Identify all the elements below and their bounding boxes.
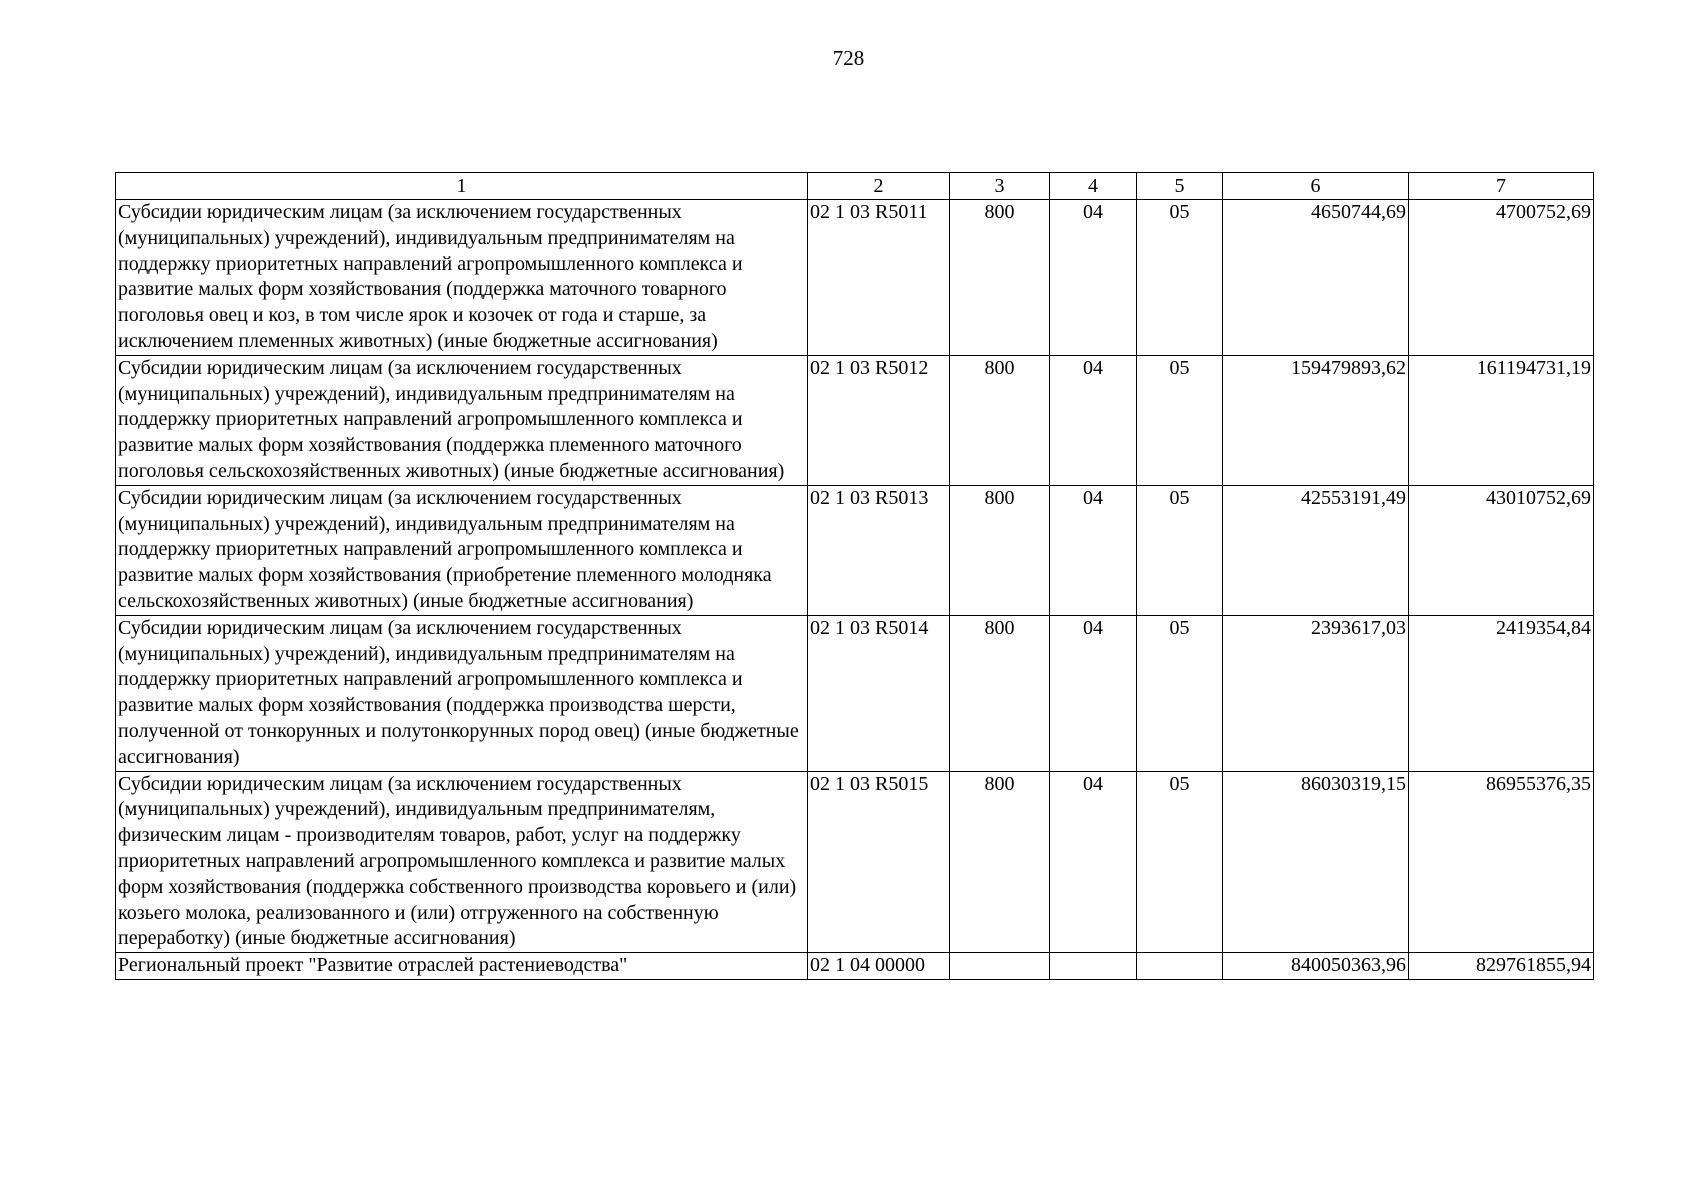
row-target-code: 02 1 03 R5013	[808, 485, 950, 615]
header-row	[116, 173, 1594, 200]
row-target-code: 02 1 03 R5015	[808, 771, 950, 953]
row-amount-col7: 86955376,35	[1409, 771, 1594, 953]
table-row	[116, 953, 1594, 980]
row-target-code: 02 1 03 R5012	[808, 355, 950, 485]
row-subsection	[1137, 953, 1223, 980]
row-description: Субсидии юридическим лицам (за исключением государственных (муниципальных) учреждений), индивидуальным предпринимателям, физическим лицам - производителям товаров, работ, услуг на поддержку приоритетных направлений агропромышленного комплекса и развитие малых форм хозяйствования (поддержка собственного производства коровьего и (или) козьего молока, реализованного и (или) отгруженного на собственную переработку) (иные бюджетные ассигнования)	[116, 771, 808, 953]
column-header-6: 6	[1223, 173, 1409, 200]
page-number: 728	[832, 46, 865, 70]
column-header-3: 3	[950, 173, 1050, 200]
table-row	[116, 355, 1594, 485]
row-section: 04	[1050, 355, 1137, 485]
column-header-7: 7	[1409, 173, 1594, 200]
row-amount-col7: 2419354,84	[1409, 615, 1594, 771]
row-amount-col6: 4650744,69	[1223, 200, 1409, 356]
row-amount-col7: 43010752,69	[1409, 485, 1594, 615]
row-expense-type: 800	[950, 485, 1050, 615]
row-section: 04	[1050, 771, 1137, 953]
row-description: Субсидии юридическим лицам (за исключением государственных (муниципальных) учреждений), индивидуальным предпринимателям на поддержку приоритетных направлений агропромышленного комплекса и развитие малых форм хозяйствования (поддержка производства шерсти, полученной от тонкорунных и полутонкорунных пород овец) (иные бюджетные ассигнования)	[116, 615, 808, 771]
row-amount-col6: 42553191,49	[1223, 485, 1409, 615]
row-subsection: 05	[1137, 355, 1223, 485]
row-subsection: 05	[1137, 200, 1223, 356]
table-row	[116, 485, 1594, 615]
row-expense-type: 800	[950, 771, 1050, 953]
table-row	[116, 200, 1594, 356]
row-subsection: 05	[1137, 485, 1223, 615]
row-expense-type: 800	[950, 615, 1050, 771]
table-row	[116, 615, 1594, 771]
row-section: 04	[1050, 200, 1137, 356]
row-section	[1050, 953, 1137, 980]
budget-table	[115, 172, 1594, 980]
row-amount-col7: 161194731,19	[1409, 355, 1594, 485]
row-description: Субсидии юридическим лицам (за исключением государственных (муниципальных) учреждений), индивидуальным предпринимателям на поддержку приоритетных направлений агропромышленного комплекса и развитие малых форм хозяйствования (приобретение племенного молодняка сельскохозяйственных животных) (иные бюджетные ассигнования)	[116, 485, 808, 615]
row-expense-type: 800	[950, 355, 1050, 485]
row-expense-type: 800	[950, 200, 1050, 356]
column-header-4: 4	[1050, 173, 1137, 200]
row-amount-col6: 159479893,62	[1223, 355, 1409, 485]
row-description: Региональный проект "Развитие отраслей растениеводства"	[116, 953, 808, 980]
row-section: 04	[1050, 485, 1137, 615]
row-amount-col7: 4700752,69	[1409, 200, 1594, 356]
row-description: Субсидии юридическим лицам (за исключением государственных (муниципальных) учреждений), индивидуальным предпринимателям на поддержку приоритетных направлений агропромышленного комплекса и развитие малых форм хозяйствования (поддержка маточного товарного поголовья овец и коз, в том числе ярок и козочек от года и старше, за исключением племенных животных) (иные бюджетные ассигнования)	[116, 200, 808, 356]
table-row	[116, 771, 1594, 953]
column-header-1: 1	[116, 173, 808, 200]
row-subsection: 05	[1137, 771, 1223, 953]
row-amount-col6: 86030319,15	[1223, 771, 1409, 953]
row-target-code: 02 1 03 R5011	[808, 200, 950, 356]
row-subsection: 05	[1137, 615, 1223, 771]
row-target-code: 02 1 04 00000	[808, 953, 950, 980]
row-amount-col6: 2393617,03	[1223, 615, 1409, 771]
row-section: 04	[1050, 615, 1137, 771]
row-amount-col7: 829761855,94	[1409, 953, 1594, 980]
row-target-code: 02 1 03 R5014	[808, 615, 950, 771]
row-description: Субсидии юридическим лицам (за исключением государственных (муниципальных) учреждений), индивидуальным предпринимателям на поддержку приоритетных направлений агропромышленного комплекса и развитие малых форм хозяйствования (поддержка племенного маточного поголовья сельскохозяйственных животных) (иные бюджетные ассигнования)	[116, 355, 808, 485]
column-header-2: 2	[808, 173, 950, 200]
column-header-5: 5	[1137, 173, 1223, 200]
row-expense-type	[950, 953, 1050, 980]
row-amount-col6: 840050363,96	[1223, 953, 1409, 980]
